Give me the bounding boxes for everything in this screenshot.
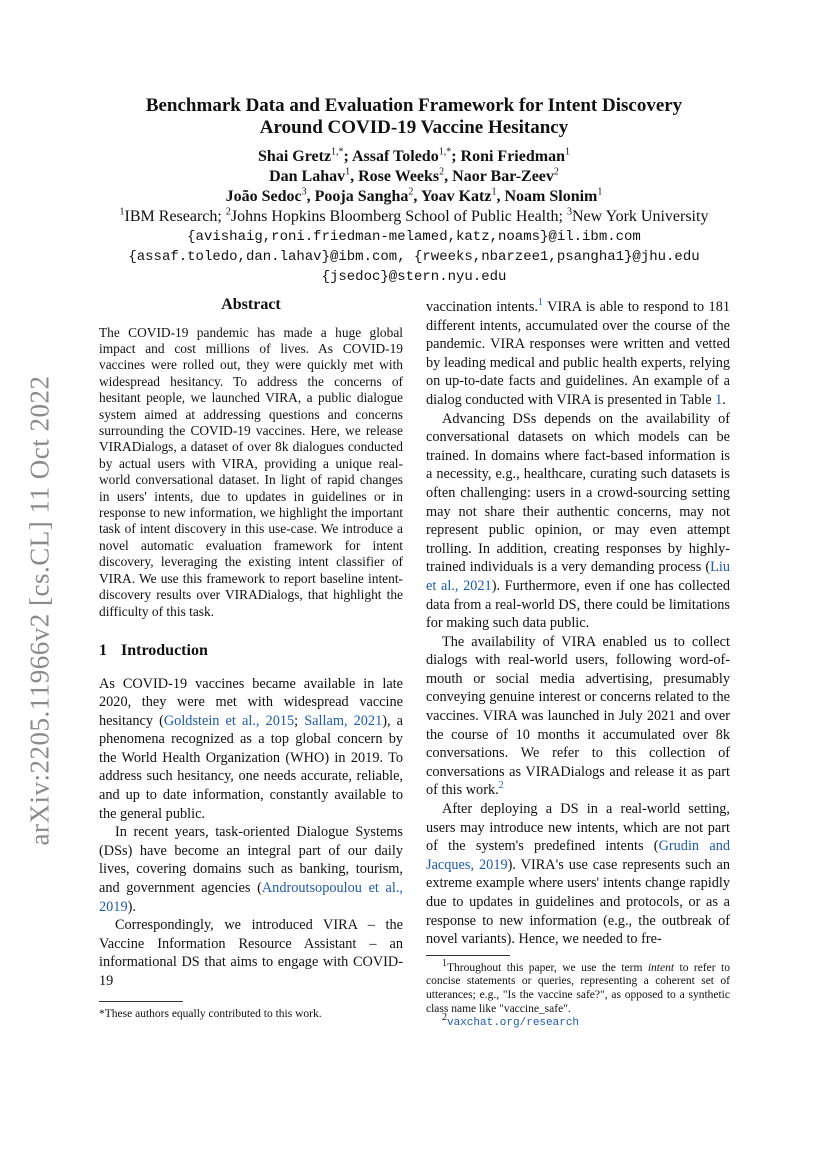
author-name: , Rose Weeks	[350, 168, 440, 185]
author-name: ; Roni Friedman	[451, 148, 565, 165]
citation-link[interactable]: Grudin and Jacques, 2019	[426, 838, 730, 873]
text-emphasis: intent	[647, 961, 675, 974]
text: vaccination intents.	[426, 299, 538, 315]
text: As COVID-19 vaccines became available in late 2020, they were met with widespread vaccine hesitancy (	[99, 675, 403, 729]
citation-link[interactable]: Sallam, 2021	[304, 712, 383, 729]
author-name: ; Assaf Toledo	[343, 148, 439, 165]
arxiv-stamp	[20, 360, 60, 860]
author-list	[80, 147, 748, 207]
arxiv-id: arXiv:2205.11966v2 [cs.CL] 11 Oct 2022	[24, 375, 55, 845]
right-column	[426, 298, 730, 1031]
affil-jhu: Johns Hopkins Bloomberg School of Public Health;	[230, 208, 567, 225]
author-name: Dan Lahav	[269, 168, 346, 185]
author-name: João Sedoc	[225, 188, 302, 205]
abstract-heading: Abstract	[221, 296, 281, 313]
footnote-mark: 2	[442, 1012, 447, 1024]
affil-mark: 2	[225, 206, 231, 218]
author-affil-mark: 1,*	[331, 146, 344, 158]
author-name: , Yoav Katz	[413, 188, 492, 205]
text: .	[722, 391, 726, 408]
author-affil-mark: 1	[564, 146, 570, 158]
section-heading-introduction	[99, 642, 403, 661]
author-affil-mark: 2	[439, 166, 445, 178]
text: VIRA is able to respond to 181 different intents, accumulated over the course of the pandemic. VIRA responses were written and vetted by leading medical and public health experts, relying on up-to-date facts and guidelines. An example of a dialog conducted with VIRA is presented in Table	[426, 299, 731, 408]
author-affil-mark: 1,*	[438, 146, 452, 158]
text: to refer to concise statements or queries, representing a coherent set of utterances; e.g., "Is the vaccine safe?", as opposed to a synthetic class name like "vaccine_safe".	[426, 961, 730, 1015]
email-line-3: {jsedoc}@stern.nyu.edu	[321, 269, 507, 285]
title-line-1: Benchmark Data and Evaluation Framework for Intent Discovery	[145, 95, 683, 116]
author-affil-mark: 1	[491, 186, 497, 198]
author-name: Shai Gretz	[258, 148, 332, 165]
footnote-divider	[426, 955, 510, 956]
author-name: , Noam Slonim	[496, 188, 598, 205]
author-affil-mark: 2	[553, 166, 559, 178]
affil-ibm: IBM Research;	[124, 208, 226, 225]
author-name: , Pooja Sangha	[306, 188, 409, 205]
footnote-1	[426, 957, 730, 1016]
author-affil-mark: 1	[345, 166, 351, 178]
text: In recent years, task-oriented Dialogue Systems (DSs) have become an integral part of our daily lives, covering domains such as banking, tourism, and government agencies (	[99, 824, 403, 897]
author-line-3	[80, 187, 748, 207]
left-column	[99, 296, 403, 1021]
affil-mark: 1	[119, 206, 125, 218]
author-affil-mark: 2	[408, 186, 414, 198]
paper-title	[80, 95, 748, 139]
abstract-body: The COVID-19 pandemic has made a huge global impact and cost millions of lives. As COVID-19 vaccines were rolled out, they were quickly met with widespread hesitancy. To address the concerns of hesitant people, we launched VIRA, a public dialogue system aimed at addressing questions and concerns surrounding the COVID-19 vaccines. Here, we release VIRADialogs, a dataset of over 8k dialogues conducted by actual users with VIRA, providing a unique real-world conversational dataset. In light of rapid changes in users' intents, due to updates in guidelines or in response to new information, we highlight the important task of intent discovery in this use-case. We introduce a novel automatic evaluation framework for intent discovery, leveraging the existing intent classifier of VIRA. We use this framework to report baseline intent-discovery results over VIRADialogs, that highlight the difficulty of this task.	[99, 324, 403, 619]
right-paragraph-2	[426, 410, 730, 633]
section-number: 1	[99, 641, 107, 659]
footnote-url-link[interactable]: vaxchat.org/research	[447, 1017, 580, 1030]
footnote-divider	[99, 1001, 183, 1002]
text: ). VIRA's use case represents such an extreme example where users' intents change rapidly due to updates in guidelines and protocols, or as a response to new information (e.g., the outbreak of novel variants). Hence, we needed to fre-	[426, 856, 730, 948]
footnote-ref[interactable]: 1	[538, 297, 543, 309]
citation-link[interactable]: Goldstein et al., 2015	[163, 712, 295, 729]
affiliations	[80, 207, 748, 227]
right-paragraph-4	[426, 800, 730, 949]
author-affil-mark: 3	[301, 186, 307, 198]
citation-link[interactable]: Liu et al., 2021	[426, 559, 730, 594]
author-line-2	[80, 167, 748, 187]
affil-nyu: New York University	[572, 208, 709, 225]
email-line-2: {assaf.toledo,dan.lahav}@ibm.com, {rweeks,nbarzee1,psangha1}@jhu.edu	[128, 249, 700, 265]
text: After deploying a DS in a real-world setting, users may introduce new intents, which are not part of the system's predefined intents (	[426, 801, 730, 855]
text: ).	[127, 898, 136, 915]
footnote-2	[426, 1012, 730, 1031]
footnote-mark: 1	[442, 957, 447, 969]
affil-mark: 3	[567, 206, 572, 218]
footnote-equal-contribution: *These authors equally contributed to this work.	[99, 1007, 322, 1020]
footnote-ref[interactable]: 2	[498, 780, 504, 792]
author-name: , Naor Bar-Zeev	[444, 168, 554, 185]
text: The availability of VIRA enabled us to collect dialogs with real-world users, following word-of-mouth or social media advertising, presumably conveying genuine interest or concerns related to the vaccines. VIRA was launched in July 2021 and over the course of 10 months it accumulated over 8k conversations. We refer to this collection of conversations as VIRADialogs and release it as part of this work.	[426, 633, 730, 799]
paper-header	[80, 95, 748, 287]
text: ), a phenomena recognized as a top global concern by the World Health Organization (WHO) in 2019. To address such hesitancy, one needs accurate, reliable, and up to date information, constantly available to the general public.	[99, 712, 404, 822]
table-ref-link[interactable]: 1	[715, 391, 723, 408]
right-paragraph-3	[426, 633, 730, 800]
text: Throughout this paper, we use the term	[447, 961, 648, 974]
section-title: Introduction	[121, 641, 208, 659]
intro-paragraph-1	[99, 675, 403, 824]
intro-paragraph-2	[99, 823, 403, 916]
right-paragraph-1	[426, 298, 730, 410]
title-line-2: Around COVID-19 Vaccine Hesitancy	[259, 117, 569, 138]
text: ). Furthermore, even if one has collected data from a real-world DS, there could be limitations for making such data public.	[426, 577, 730, 632]
author-line-1	[80, 147, 748, 167]
intro-paragraph-3: Correspondingly, we introduced VIRA – the Vaccine Information Resource Assistant – an informational DS that aims to engage with COVID-19	[99, 917, 403, 989]
text: Advancing DSs depends on the availability of conversational datasets on which models can be trained. In domains where fact-based information is a necessity, e.g., healthcare, curating such datasets is often challenging: users in a crowd-sourcing setting may not share their authentic concerns, may not represent public opinion, or may even attempt trolling. In addition, creating responses by highly-trained individuals is a very demanding process (	[426, 410, 730, 576]
email-line-1: {avishaig,roni.friedman-melamed,katz,noams}@il.ibm.com	[187, 229, 641, 245]
author-affil-mark: 1	[597, 186, 603, 198]
text: ;	[294, 712, 305, 729]
citation-link[interactable]: Androutsopoulou et al., 2019	[99, 880, 403, 915]
